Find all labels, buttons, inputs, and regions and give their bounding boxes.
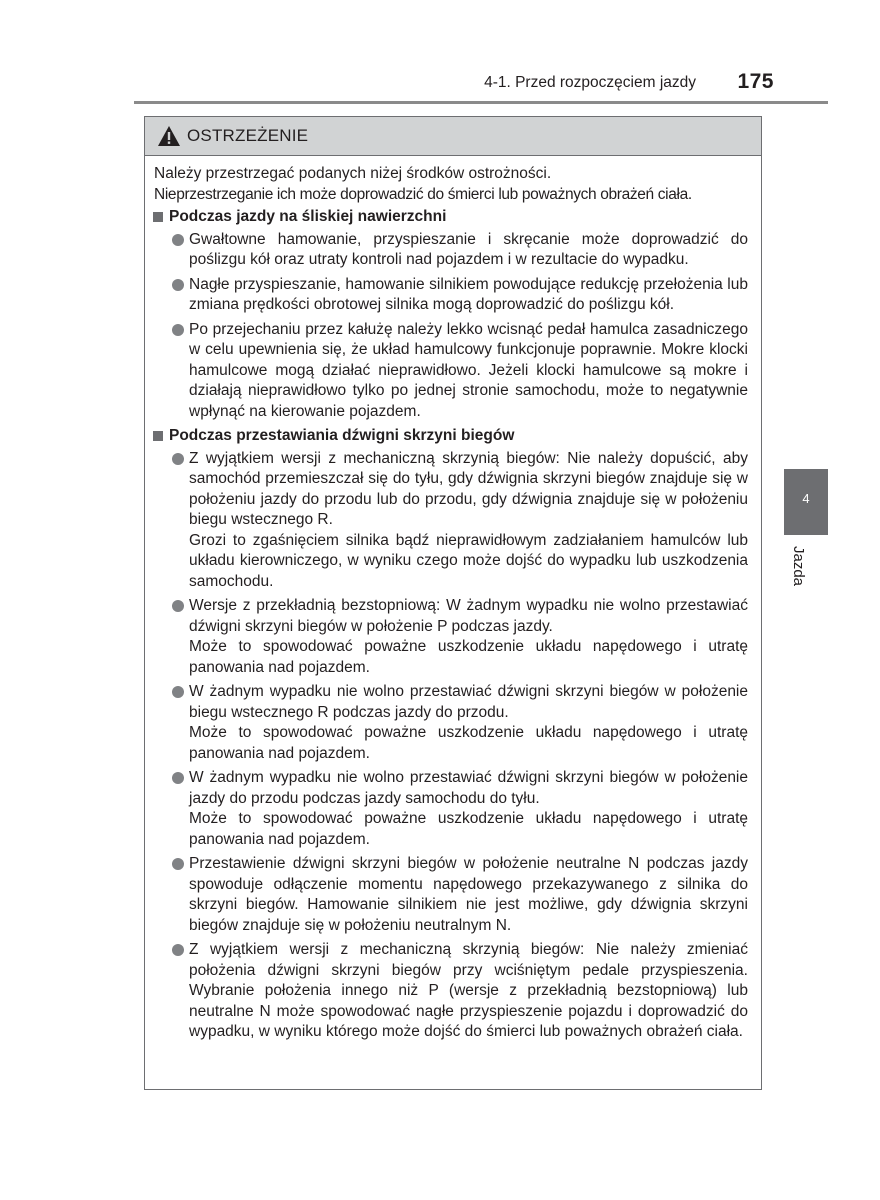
section-heading xyxy=(153,207,748,228)
section-heading xyxy=(153,426,748,447)
list-item-text xyxy=(189,320,748,423)
section-heading-text: Podczas przestawiania dźwigni skrzyni biegów xyxy=(169,427,515,444)
chapter-label: Jazda xyxy=(790,546,807,587)
round-bullet-icon xyxy=(172,234,184,246)
list-item-paragraph: Gwałtowne hamowanie, przyspieszanie i skręcanie może doprowadzić do poślizgu kół oraz utraty kontroli nad pojazdem i w rezultacie do wypadku. xyxy=(189,230,748,268)
warning-title: OSTRZEŻENIE xyxy=(187,126,309,145)
list-item-paragraph: Po przejechaniu przez kałużę należy lekko wcisnąć pedał hamulca zasadniczego w celu upewnienia się, że układ hamulcowy funkcjonuje poprawnie. Mokre klocki hamulcowe mogą działać nieprawidłowo. Jeżeli klocki hamulcowe są mokre i działają nieprawidłowo tylko po jednej stronie samochodu, może to negatywnie wpłynąć na kierowanie pojazdem. xyxy=(189,320,748,420)
list-item-text xyxy=(189,940,748,1043)
round-bullet-icon xyxy=(172,772,184,784)
list-item-paragraph: Z wyjątkiem wersji z mechaniczną skrzynią biegów: Nie należy dopuścić, aby samochód przemieszczał się do tyłu, gdy dźwignia skrzyni biegów znajduje się w położeniu jazdy do przodu lub do przodu, gdy dźwignia znajduje się w położeniu biegu wstecznego R. xyxy=(189,449,748,528)
round-bullet-icon xyxy=(172,600,184,612)
round-bullet-icon xyxy=(172,453,184,465)
warning-intro-line: Nieprzestrzeganie ich może doprowadzić do śmierci lub poważnych obrażeń ciała. xyxy=(154,185,692,203)
round-bullet-icon xyxy=(172,686,184,698)
warning-box xyxy=(144,116,762,1090)
list-item-paragraph: Z wyjątkiem wersji z mechaniczną skrzynią biegów: Nie należy zmieniać położenia dźwigni skrzyni biegów przy wciśniętym pedale przyspieszenia. Wybranie położenia innego niż P (wersje z przekładnią bezstopniową) lub neutralne N może spowodować nagłe przyspieszenie pojazdu i doprowadzić do wypadku, w wyniku którego może dojść do śmierci lub poważnych obrażeń ciała. xyxy=(189,941,748,1040)
list-item-text xyxy=(189,275,748,316)
list-item-text xyxy=(189,449,748,593)
list-item-text xyxy=(189,854,748,936)
warning-header xyxy=(145,117,761,156)
list-item-paragraph: W żadnym wypadku nie wolno przestawiać dźwigni skrzyni biegów w położenie jazdy do przodu podczas jazdy samochodu do tyłu. xyxy=(189,769,748,807)
page-number: 175 xyxy=(737,70,774,93)
header-divider xyxy=(134,101,828,104)
warning-sections xyxy=(153,207,748,1043)
list-item-paragraph: Może to spowodować poważne uszkodzenie układu napędowego i utratę panowania nad pojazdem. xyxy=(189,724,748,762)
list-item-paragraph: Może to spowodować poważne uszkodzenie układu napędowego i utratę panowania nad pojazdem. xyxy=(189,638,748,676)
list-item xyxy=(153,230,748,271)
bullet-list xyxy=(153,230,748,423)
list-item-paragraph: Wersje z przekładnią bezstopniową: W żadnym wypadku nie wolno przestawiać dźwigni skrzyni biegów w położenie P podczas jazdy. xyxy=(189,597,748,635)
list-item xyxy=(153,854,748,936)
header-section-title: 4-1. Przed rozpoczęciem jazdy xyxy=(484,74,696,91)
list-item-paragraph: Może to spowodować poważne uszkodzenie układu napędowego i utratę panowania nad pojazdem. xyxy=(189,810,748,848)
round-bullet-icon xyxy=(172,324,184,336)
warning-body xyxy=(145,156,761,1043)
list-item-text xyxy=(189,230,748,271)
square-bullet-icon xyxy=(153,431,163,441)
chapter-tab xyxy=(784,469,828,535)
list-item-paragraph: Grozi to zgaśnięciem silnika bądź nieprawidłowym zadziałaniem hamulców lub układu kierowniczego, w wyniku czego może dojść do wypadku lub uszkodzenia samochodu. xyxy=(189,531,748,590)
list-item xyxy=(153,768,748,850)
list-item-paragraph: Przestawienie dźwigni skrzyni biegów w położenie neutralne N podczas jazdy spowoduje odłączenie momentu napędowego przekazywanego z silnika do skrzyni biegów. Hamowanie silnikiem nie jest możliwe, gdy dźwignia skrzyni biegów znajduje się w położeniu neutralnym N. xyxy=(189,855,748,934)
list-item xyxy=(153,596,748,678)
bullet-list xyxy=(153,449,748,1043)
list-item-paragraph: W żadnym wypadku nie wolno przestawiać dźwigni skrzyni biegów w położenie biegu wstecznego R podczas jazdy do przodu. xyxy=(189,683,748,721)
warning-triangle-icon xyxy=(157,125,181,147)
list-item-paragraph: Nagłe przyspieszanie, hamowanie silnikiem powodujące redukcję przełożenia lub zmiana prędkości obrotowej silnika mogą doprowadzić do poślizgu kół. xyxy=(189,275,748,313)
list-item xyxy=(153,682,748,764)
round-bullet-icon xyxy=(172,279,184,291)
list-item xyxy=(153,275,748,316)
warning-intro-line: Należy przestrzegać podanych niżej środków ostrożności. xyxy=(154,165,552,182)
list-item-text xyxy=(189,596,748,678)
chapter-number: 4 xyxy=(802,491,810,506)
list-item xyxy=(153,449,748,593)
list-item xyxy=(153,320,748,423)
list-item-text xyxy=(189,768,748,850)
square-bullet-icon xyxy=(153,212,163,222)
round-bullet-icon xyxy=(172,944,184,956)
section-heading-text: Podczas jazdy na śliskiej nawierzchni xyxy=(169,208,447,225)
list-item xyxy=(153,940,748,1043)
list-item-text xyxy=(189,682,748,764)
round-bullet-icon xyxy=(172,858,184,870)
